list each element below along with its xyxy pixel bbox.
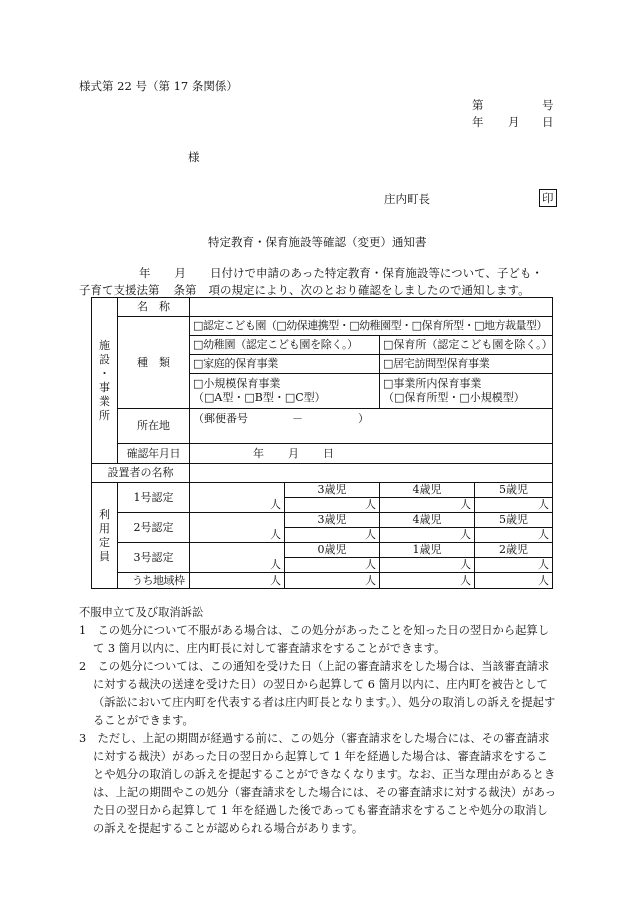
doc-number-dai: 第	[472, 98, 484, 112]
cert3-label: 3号認定	[118, 543, 190, 573]
regional-age-c-count[interactable]: 人	[475, 573, 553, 589]
facility-name-label: 名 称	[118, 298, 190, 317]
facility-type-label: 種 類	[118, 317, 190, 409]
note-item-3: 3 ただし、上記の期間が経過する前に、この処分（審査請求をした場合には、その審査請求に対する裁決）があった日の翌日から起算して 1 年を経過した場合は、審査請求をすることや処分の取消しの訴えを提起することができなくなります。なお、正当な理由があるときは、上記の期間やこの処分（審査請求をした場合には、その審査請求に対する裁決）があった日の翌日から起算して 1 年を経過した後であっても審査請求をすることや処分の取消しの訴えを提起することが認められる場合があります。	[79, 732, 557, 835]
notes-heading: 不服申立て及び取消訴訟	[79, 606, 204, 619]
cert1-label: 1号認定	[118, 483, 190, 513]
note-item-2: 2 この処分については、この通知を受けた日（上記の審査請求をした場合は、当該審査請求に対する裁決の送達を受けた日）の翌日から起算して 6 箇月以内に、庄内町を被告として（訴訟において庄内町を代表する者は庄内町長となります。）、処分の取消しの訴えを提起することができます。	[79, 660, 556, 727]
cert1-total[interactable]: 人	[190, 483, 285, 513]
capacity-group-label: 利 用 定 員	[92, 483, 118, 589]
cert2-age-c-count[interactable]: 人	[475, 528, 553, 543]
address-label: 所在地	[118, 409, 190, 444]
intro-law-clause: 条第	[173, 283, 197, 297]
confirm-date-label: 確認年月日	[118, 444, 190, 464]
issue-date-year: 年	[472, 115, 484, 129]
cert3-age-a: 0歳児	[285, 543, 380, 558]
appeal-notes	[79, 604, 559, 838]
cert3-age-c: 2歳児	[475, 543, 553, 558]
issue-date-month: 月	[508, 115, 520, 129]
cert3-age-c-count[interactable]: 人	[475, 558, 553, 573]
confirmation-table	[91, 297, 553, 589]
issue-date-day: 日	[542, 115, 554, 129]
recipient-sama: 様	[188, 150, 200, 164]
doc-number-go: 号	[542, 98, 554, 112]
cert1-age-c: 5歳児	[475, 483, 553, 498]
confirm-date-field[interactable]: 年 月 日	[190, 444, 553, 464]
facility-name-field[interactable]	[190, 298, 553, 317]
cert3-age-b-count[interactable]: 人	[380, 558, 475, 573]
cert2-age-a-count[interactable]: 人	[285, 528, 380, 543]
issuer-name: 庄内町長	[384, 192, 430, 206]
cert2-age-c: 5歳児	[475, 513, 553, 528]
intro-month: 月	[174, 266, 186, 280]
cert3-age-a-count[interactable]: 人	[285, 558, 380, 573]
founder-label: 設置者の名称	[92, 464, 190, 483]
facility-group-label: 施 設 ・ 事 業 所	[92, 298, 118, 464]
cert3-total[interactable]: 人	[190, 543, 285, 573]
form-number: 様式第 22 号（第 17 条関係）	[79, 79, 238, 93]
intro-text-1: 日付けで申請のあった特定教育・保育施設等について、子ども・	[210, 266, 543, 280]
cert2-age-b-count[interactable]: 人	[380, 528, 475, 543]
note-item-1: 1 この処分について不服がある場合は、この処分があったことを知った日の翌日から起算して 3 箇月以内に、庄内町長に対して審査請求をすることができます。	[79, 624, 550, 655]
cert3-age-b: 1歳児	[380, 543, 475, 558]
cert1-age-a-count[interactable]: 人	[285, 498, 380, 513]
intro-law-article: 子育て支援法第	[79, 283, 160, 297]
founder-field[interactable]	[190, 464, 553, 483]
cert1-age-b: 4歳児	[380, 483, 475, 498]
regional-age-a-count[interactable]: 人	[285, 573, 380, 589]
seal-mark: 印	[539, 189, 557, 207]
type-hoikusho-checkbox[interactable]: □保育所（認定こども園を除く。）	[380, 336, 553, 355]
cert1-age-c-count[interactable]: 人	[475, 498, 553, 513]
type-kodomoen-checkbox[interactable]: □認定こども園（□幼保連携型・□幼稚園型・□保育所型・□地方裁量型）	[190, 317, 553, 336]
type-katei-checkbox[interactable]: □家庭的保育事業	[190, 355, 380, 374]
address-field[interactable]: （郵便番号 － ）	[190, 409, 553, 444]
cert1-age-a: 3歳児	[285, 483, 380, 498]
type-youchien-checkbox[interactable]: □幼稚園（認定こども園を除く。）	[190, 336, 380, 355]
regional-total[interactable]: 人	[190, 573, 285, 589]
intro-year: 年	[139, 266, 151, 280]
type-jigyosho-checkbox[interactable]: □事業所内保育事業 （□保育所型・□小規模型）	[380, 374, 553, 409]
cert2-total[interactable]: 人	[190, 513, 285, 543]
cert2-age-b: 4歳児	[380, 513, 475, 528]
cert2-age-a: 3歳児	[285, 513, 380, 528]
type-kyotaku-checkbox[interactable]: □居宅訪問型保育事業	[380, 355, 553, 374]
cert1-age-b-count[interactable]: 人	[380, 498, 475, 513]
regional-quota-label: うち地域枠	[118, 573, 190, 589]
intro-text-2: 項の規定により、次のとおり確認をしましたので通知します。	[208, 283, 530, 297]
type-shoukibo-checkbox[interactable]: □小規模保育事業 （□A型・□B型・□C型）	[190, 374, 380, 409]
cert2-label: 2号認定	[118, 513, 190, 543]
document-title: 特定教育・保育施設等確認（変更）通知書	[208, 235, 427, 249]
regional-age-b-count[interactable]: 人	[380, 573, 475, 589]
